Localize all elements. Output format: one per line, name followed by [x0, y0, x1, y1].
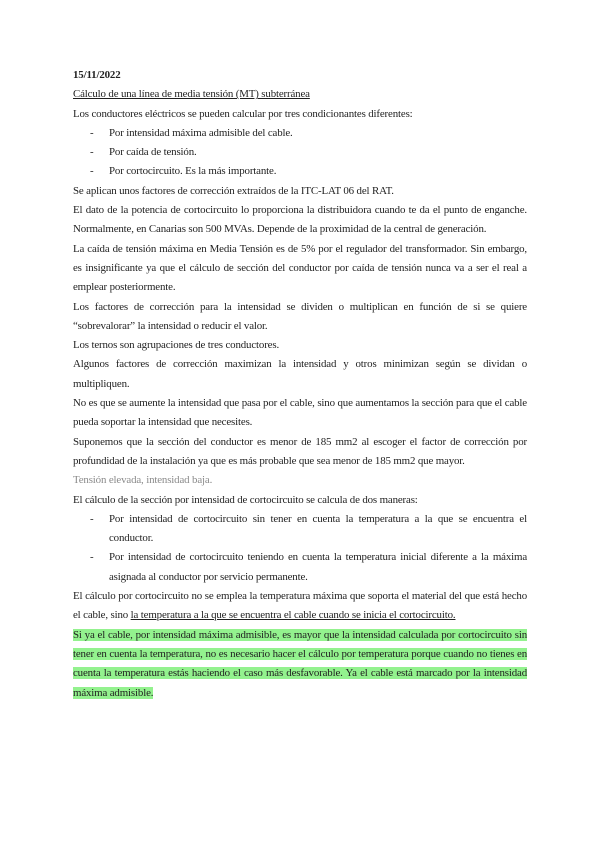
paragraph-factores: Los factores de corrección para la intensidad se dividen o multiplican en función de si se quiere “sobrevalorar” la intensidad o reducir el valor. [73, 300, 527, 332]
paragraph-ternos: Los ternos son agrupaciones de tres conductores. [73, 339, 280, 352]
paragraph-seccion: No es que se aumente la intensidad que pasa por el cable, sino que aumentamos la sección para que el cable pueda soportar la intensidad que necesites. [73, 397, 527, 429]
dash-bullet: - [90, 551, 94, 564]
list-item: - Por cortocircuito. Es la más importante. [73, 162, 527, 181]
intro-paragraph: Los conductores eléctricos se pueden calcular por tres condicionantes diferentes: [73, 107, 413, 120]
list-item: - Por intensidad de cortocircuito teniendo en cuenta la temperatura inicial diferente a la máxima asignada al conductor por servicio permanente. [73, 548, 527, 587]
dash-bullet: - [90, 146, 94, 159]
paragraph-itc: Se aplican unos factores de corrección extraídos de la ITC-LAT 06 del RAT. [73, 184, 394, 197]
underlined-phrase: la temperatura a la que se encuentra el cable cuando se inicia el cortocircuito. [130, 609, 456, 622]
highlighted-paragraph [73, 626, 527, 703]
paragraph-caida-tension: La caída de tensión máxima en Media Tensión es de 5% por el regulador del transformador. Sin embargo, es insignificante ya que el cálculo de sección del conductor por caída de tensión nunca va a ser el real a emplear posteriormente. [73, 242, 527, 294]
list-item: - Por intensidad máxima admisible del cable. [73, 124, 527, 143]
paragraph-maximizan: Algunos factores de corrección maximizan la intensidad y otros minimizan según se dividan o multipliquen. [73, 358, 527, 390]
section-calc-intro: El cálculo de la sección por intensidad de cortocircuito se calcula de dos maneras: [73, 493, 418, 506]
list-item: - Por intensidad de cortocircuito sin tener en cuenta la temperatura a la que se encuentra el conductor. [73, 510, 527, 549]
date-heading: 15/11/2022 [73, 69, 121, 81]
paragraph-cortocircuito: El dato de la potencia de cortocircuito lo proporciona la distribuidora cuando te da el punto de enganche. Normalmente, en Canarias son 500 MVAs. Depende de la proximidad de la central de generación. [73, 204, 527, 236]
dash-bullet: - [90, 126, 94, 139]
highlight-mark: Si ya el cable, por intensidad máxima admisible, es mayor que la intensidad calculada por cortocircuito sin tener en cuenta la temperatura, no es necesario hacer el cálculo por temperatura porque cuando no tienes en cuenta la temperatura estás haciendo el caso más desfavorable. Ya el cable está marcado por la intensidad máxima admisible. [73, 628, 527, 699]
dash-bullet: - [90, 165, 94, 178]
document-page [73, 66, 527, 703]
document-title: Cálculo de una línea de media tensión (MT) subterránea [73, 88, 310, 101]
dash-bullet: - [90, 512, 94, 525]
paragraph-185mm2: Suponemos que la sección del conductor es menor de 185 mm2 al escoger el factor de corrección por profundidad de la instalación ya que es más probable que sea menor de 185 mm2 que mayor. [73, 435, 527, 467]
gray-note: Tensión elevada, intensidad baja. [73, 474, 213, 487]
temperature-paragraph: El cálculo por cortocircuito no se emplea la temperatura máxima que soporta el material del que está hecho el cable, sino la temperatura a la que se encuentra el cable cuando se inicia el cortocircuito. [73, 590, 527, 622]
list-item: - Por caída de tensión. [73, 143, 527, 162]
